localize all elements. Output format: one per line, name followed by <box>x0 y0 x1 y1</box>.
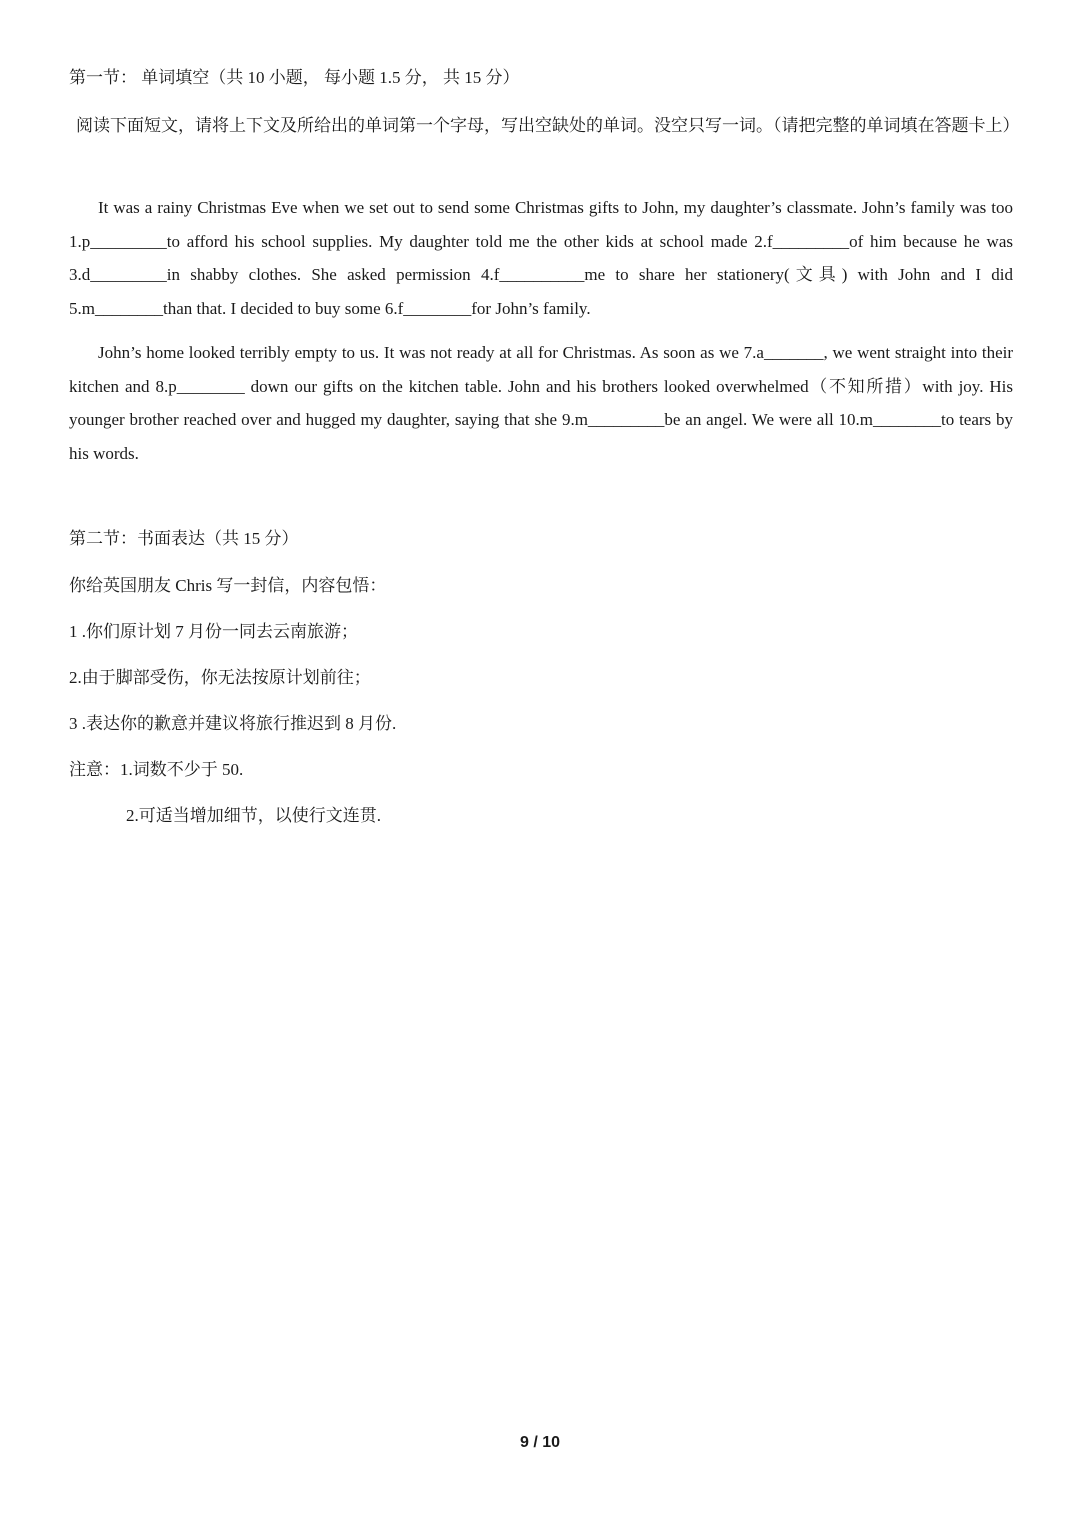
section1-instruction: 阅读下面短文，请将上下文及所给出的单词第一个字母，写出空缺处的单词。没空只写一词。（请把完整的单词填在答题卡上） <box>76 116 1020 135</box>
note-1: 注意：1.词数不少于 50. <box>69 760 244 779</box>
section2-heading: 第二节：书面表达（共 15 分） <box>69 529 299 548</box>
writing-prompt: 你给英国朋友 Chris 写一封信，内容包悟： <box>69 576 387 595</box>
note-2: 2.可适当增加细节，以使行文连贯. <box>126 806 381 825</box>
writing-item-2: 2.由于脚部受伤，你无法按原计划前往； <box>69 668 371 687</box>
passage-paragraph-2: John’s home looked terribly empty to us. It was not ready at all for Christmas. As soon as we 7.a_______, we went straight into their kitchen and 8.p________ down our gifts on the kitchen table. John and his brothers looked overwhelmed（不知所措）with joy. His younger brother reached over and hugged my daughter, saying that she 9.m_________be an angel. We were all 10.m________to tears by his words. <box>69 343 1013 463</box>
writing-item-1: 1 .你们原计划 7 月份一同去云南旅游； <box>69 622 358 641</box>
page-number: 9 / 10 <box>519 1434 561 1451</box>
section1-heading: 第一节： 单词填空（共 10 小题， 每小题 1.5 分， 共 15 分） <box>69 68 520 87</box>
passage-paragraph-1: It was a rainy Christmas Eve when we set out to send some Christmas gifts to John, my daughter’s classmate. John’s family was too 1.p_________to afford his school supplies. My daughter told me the other kids at school made 2.f_________of him because he was 3.d_________in shabby clothes. She asked permission 4.f__________me to share her stationery(文具) with John and I did 5.m________than that. I decided to buy some 6.f________for John’s family. <box>69 198 1013 318</box>
writing-item-3: 3 .表达你的歉意并建议将旅行推迟到 8 月份. <box>69 714 397 733</box>
